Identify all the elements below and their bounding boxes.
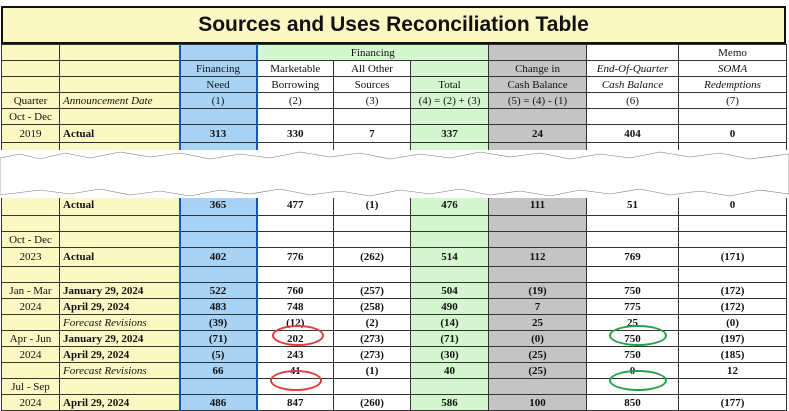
cell-soma: 0 [679,194,787,216]
cell-allother: (1) [334,194,411,216]
header-financing-need-l2: Need [180,77,257,93]
cell-soma: (177) [679,395,787,411]
highlight-ellipse-green [609,370,667,391]
header-change-l1: Change in [489,61,587,77]
cell-eoq: 404 [587,125,679,143]
paper-tear [0,150,789,198]
header-quarter: Quarter [2,93,60,109]
header-allother-l1: All Other [334,61,411,77]
table-row [2,283,787,299]
highlight-ellipse-red [270,370,322,391]
row-label: Actual [60,194,180,216]
quarter-label: Jul - Sep [2,379,60,395]
cell-soma: (185) [679,347,787,363]
row-label: Forecast Revisions [60,363,180,379]
row-label: Actual [60,125,180,143]
cell-financing-need: 313 [180,125,257,143]
cell-total: 40 [411,363,489,379]
quarter-year: 2024 [2,347,60,363]
cell-financing-need: 365 [180,194,257,216]
header-change-l2: Cash Balance [489,77,587,93]
header-blank [60,77,180,93]
cell-allother: (258) [334,299,411,315]
cell-soma: (172) [679,299,787,315]
highlight-ellipse-green [609,325,667,346]
cell-change: (0) [489,331,587,347]
header-memo-group: Memo [679,45,787,61]
cell-total: 514 [411,248,489,267]
cell-marketable: 760 [257,283,334,299]
table-row [2,347,787,363]
table-row [2,363,787,379]
cell-financing-need: (5) [180,347,257,363]
cell-soma: (0) [679,315,787,331]
cell-soma: 0 [679,125,787,143]
cell-marketable: (12) [257,315,334,331]
table-row [2,315,787,331]
header-allother-l2: Sources [334,77,411,93]
cell-eoq: 750 [587,331,679,347]
header-blank [180,45,257,61]
table-row [2,248,787,267]
cell-marketable: 776 [257,248,334,267]
cell-financing-need: 402 [180,248,257,267]
cell-total: (71) [411,331,489,347]
cell-eoq: 850 [587,395,679,411]
cell-soma: 12 [679,363,787,379]
cell-financing-need: 66 [180,363,257,379]
header-blank [489,45,587,61]
table-title: Sources and Uses Reconciliation Table [1,6,786,44]
highlight-ellipse-red [272,325,324,346]
cell-change: (19) [489,283,587,299]
cell-financing-need: 522 [180,283,257,299]
header-marketable-l1: Marketable [257,61,334,77]
row-label: January 29, 2024 [60,283,180,299]
table-row [2,109,787,125]
cell-allother: (257) [334,283,411,299]
cell-total: 337 [411,125,489,143]
cell-total: (30) [411,347,489,363]
row-label: Forecast Revisions [60,315,180,331]
cell-change: (25) [489,363,587,379]
cell-total: 586 [411,395,489,411]
header-blank [587,45,679,61]
header-financing-need-l1: Financing [180,61,257,77]
header-blank [2,77,60,93]
row-label: April 29, 2024 [60,347,180,363]
header-num-7: (7) [679,93,787,109]
cell-soma: (171) [679,248,787,267]
cell-eoq: 0 [587,363,679,379]
cell-total: 490 [411,299,489,315]
cell-marketable: 243 [257,347,334,363]
header-blank [60,61,180,77]
cell-total: (14) [411,315,489,331]
cell-financing-need: (39) [180,315,257,331]
cell-allother: 7 [334,125,411,143]
header-soma-l1: SOMA [679,61,787,77]
quarter-label: Jan - Mar [2,283,60,299]
table-row [2,232,787,248]
header-blank [2,45,60,61]
table-row [2,299,787,315]
quarter-label: Apr - Jun [2,331,60,347]
cell-eoq: 750 [587,283,679,299]
header-total-l2: Total [411,77,489,93]
cell-change: (25) [489,347,587,363]
torn-edge-graphic [0,150,789,198]
quarter-label: Oct - Dec [2,109,60,125]
row-label: Actual [60,248,180,267]
cell-marketable: 202 [257,331,334,347]
header-line1-row [2,61,787,77]
cell-soma: (197) [679,331,787,347]
header-soma-l2: Redemptions [679,77,787,93]
cell-total: 476 [411,194,489,216]
cell-marketable: 477 [257,194,334,216]
table-row [2,379,787,395]
header-eoq-l2: Cash Balance [587,77,679,93]
header-blank [60,45,180,61]
header-marketable-l2: Borrowing [257,77,334,93]
header-total-l1 [411,61,489,77]
cell-financing-need: 483 [180,299,257,315]
cell-marketable: 847 [257,395,334,411]
reconciliation-table [1,44,787,411]
quarter-year: 2024 [2,299,60,315]
cell-financing-need: (71) [180,331,257,347]
cell-eoq: 51 [587,194,679,216]
header-num-1: (1) [180,93,257,109]
table-row [2,331,787,347]
header-line2-row [2,77,787,93]
cell-allother: (2) [334,315,411,331]
row-label: January 29, 2024 [60,331,180,347]
cell-marketable: 330 [257,125,334,143]
cell-allother: (273) [334,331,411,347]
cell-change: 7 [489,299,587,315]
cell-allother: (1) [334,363,411,379]
cell-allother: (260) [334,395,411,411]
cell-total: 504 [411,283,489,299]
cell-change: 112 [489,248,587,267]
cell-eoq: 25 [587,315,679,331]
cell-marketable: 748 [257,299,334,315]
header-num-5: (5) = (4) - (1) [489,93,587,109]
quarter-year: 2023 [2,248,60,267]
cell-change: 111 [489,194,587,216]
cell-financing-need: 486 [180,395,257,411]
header-announcement-date: Announcement Date [60,93,180,109]
row-label: April 29, 2024 [60,395,180,411]
cell-allother: (273) [334,347,411,363]
header-num-4: (4) = (2) + (3) [411,93,489,109]
quarter-label: Oct - Dec [2,232,60,248]
cell-eoq: 769 [587,248,679,267]
cell-eoq: 775 [587,299,679,315]
cell-marketable: 41 [257,363,334,379]
header-financing-group: Financing [257,45,489,61]
cell-change: 100 [489,395,587,411]
quarter-year: 2024 [2,395,60,411]
header-num-6: (6) [587,93,679,109]
cell-eoq: 750 [587,347,679,363]
cell-allother: (262) [334,248,411,267]
table-row [2,125,787,143]
header-number-row [2,93,787,109]
quarter-year: 2019 [2,125,60,143]
header-num-3: (3) [334,93,411,109]
header-group-row [2,45,787,61]
header-num-2: (2) [257,93,334,109]
cell-change: 24 [489,125,587,143]
header-blank [2,61,60,77]
row-label: April 29, 2024 [60,299,180,315]
cell-change: 25 [489,315,587,331]
header-eoq-l1: End-Of-Quarter [587,61,679,77]
cell-soma: (172) [679,283,787,299]
